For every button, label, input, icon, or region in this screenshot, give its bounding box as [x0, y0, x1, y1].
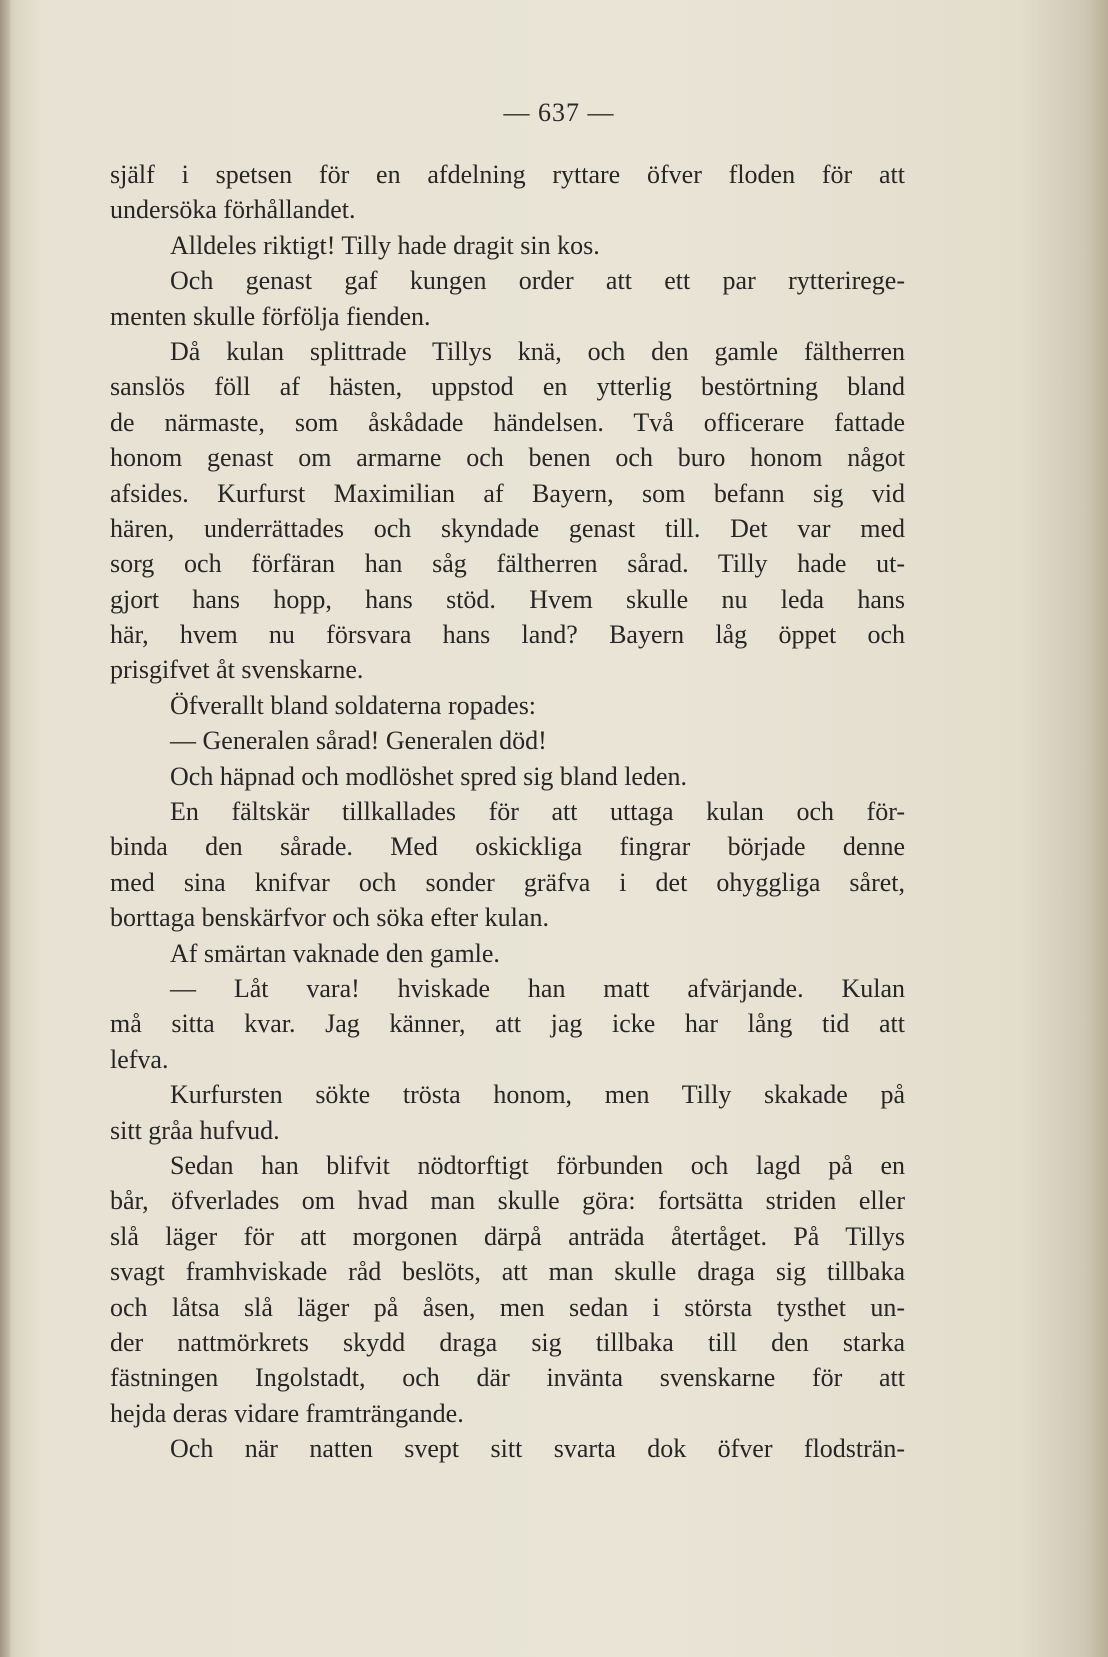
text-line: fästningen Ingolstadt, och där invänta svenskarne för att — [110, 1363, 905, 1393]
text-line: sanslös föll af hästen, uppstod en ytterlig bestörtning bland — [110, 372, 905, 402]
text-line: gjort hans hopp, hans stöd. Hvem skulle nu leda hans — [110, 584, 905, 614]
text-line: de närmaste, som åskådade händelsen. Två officerare fattade — [110, 407, 905, 437]
text-line: afsides. Kurfurst Maximilian af Bayern, som befann sig vid — [110, 478, 905, 508]
text-line: borttaga benskärfvor och söka efter kulan. — [110, 903, 549, 933]
text-line: der nattmörkrets skydd draga sig tillbaka till den starka — [110, 1327, 905, 1357]
text-line: — Generalen sårad! Generalen död! — [170, 726, 547, 756]
text-line: Och häpnad och modlöshet spred sig bland leden. — [170, 761, 687, 791]
body-text — [110, 157, 905, 1466]
text-line: sorg och förfäran han såg fältherren sårad. Tilly hade ut- — [110, 549, 905, 579]
text-line: Af smärtan vaknade den gamle. — [170, 938, 500, 968]
text-line: sitt gråa hufvud. — [110, 1115, 280, 1145]
text-line: menten skulle förfölja fienden. — [110, 301, 431, 331]
text-line: svagt framhviskade råd beslöts, att man skulle draga sig tillbaka — [110, 1257, 905, 1287]
text-line: undersöka förhållandet. — [110, 195, 356, 225]
text-line: Och genast gaf kungen order att ett par rytteriregе- — [170, 266, 905, 296]
text-line: slå läger för att morgonen därpå anträda återtåget. På Tillys — [110, 1221, 905, 1251]
text-line: En fältskär tillkallades för att uttaga kulan och för- — [170, 797, 905, 827]
text-line: prisgifvet åt svenskarne. — [110, 655, 364, 685]
text-line: binda den sårade. Med oskickliga fingrar började denne — [110, 832, 905, 862]
text-line: Öfverallt bland soldaterna ropades: — [170, 690, 537, 720]
text-line: här, hvem nu försvara hans land? Bayern låg öppet och — [110, 620, 905, 650]
text-line: hejda deras vidare framträngande. — [110, 1398, 464, 1428]
text-line: honom genast om armarne och benen och buro honom något — [110, 443, 905, 473]
text-line: och låtsa slå läger på åsen, men sedan i största tysthet un- — [110, 1292, 905, 1322]
text-line: Kurfursten sökte trösta honom, men Tilly skakade på — [170, 1080, 905, 1110]
text-line: Sedan han blifvit nödtorftigt förbunden och lagd på en — [170, 1150, 905, 1180]
text-line: med sina knifvar och sonder gräfva i det ohyggliga såret, — [110, 867, 905, 897]
text-line: må sitta kvar. Jag känner, att jag icke har lång tid att — [110, 1009, 905, 1039]
text-line: Alldeles riktigt! Tilly hade dragit sin kos. — [170, 230, 600, 260]
text-line: — Låt vara! hviskade han matt afvärjande. Kulan — [170, 973, 905, 1003]
text-line: lefva. — [110, 1044, 169, 1074]
text-line: själf i spetsen för en afdelning ryttare öfver floden för att — [110, 160, 905, 189]
text-line: Då kulan splittrade Tillys knä, och den gamle fältherren — [170, 336, 905, 366]
page-number: — 637 — — [503, 98, 615, 127]
page-spine-shadow — [0, 0, 10, 1657]
text-line: hären, underrättades och skyndade genast till. Det var med — [110, 513, 905, 543]
text-line: bår, öfverlades om hvad man skulle göra: fortsätta striden eller — [110, 1186, 905, 1216]
text-line: Och när natten svept sitt svarta dok öfver flodsträn- — [170, 1434, 905, 1464]
